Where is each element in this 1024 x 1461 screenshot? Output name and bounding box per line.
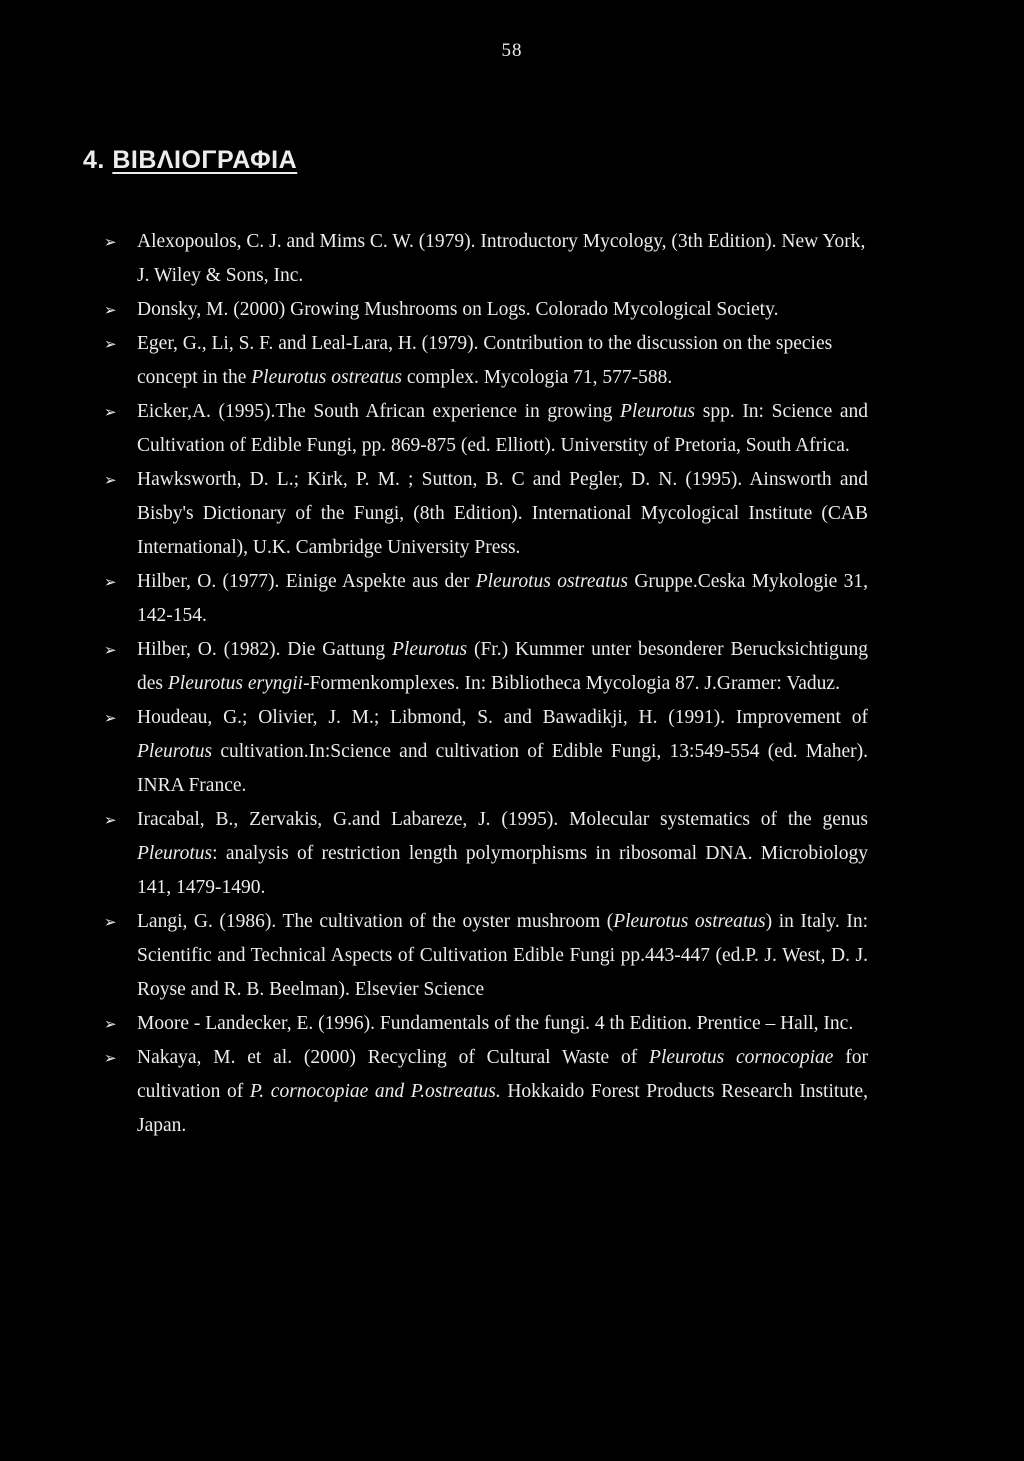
reference-text: Hawksworth, D. L.; Kirk, P. M. ; Sutton, B. C and Pegler, D. N. (1995). Ainsworth and Bisby's Dictionary of the Fungi, (8th Edition). International Mycological Institute (CAB International), U.K. Cambridge University Press. (137, 469, 868, 558)
reference-item (104, 293, 868, 327)
reference-text: complex. Mycologia 71, 577-588. (402, 367, 673, 388)
reference-item (104, 327, 868, 395)
arrow-bullet-icon: ➢ (104, 471, 117, 489)
arrow-bullet-icon: ➢ (104, 641, 117, 659)
reference-text: Hilber, O. (1977). Einige Aspekte aus der (137, 571, 476, 592)
reference-item (104, 803, 868, 905)
reference-species-name: Pleurotus cornocopiae (649, 1047, 834, 1068)
reference-text: ) in Italy. In: Scientific and Technical Aspects of Cultivation Edible Fungi pp.443-447 (ed.P. J. West, D. J. Royse and R. B. Beelman). Elsevier Science (137, 911, 868, 1000)
reference-text: -Formenkomplexes. In: Bibliotheca Mycologia 87. J.Gramer: Vaduz. (303, 673, 840, 694)
reference-list (104, 225, 868, 1143)
reference-species-name: Pleurotus (137, 741, 213, 762)
reference-text: Iracabal, B., Zervakis, G.and Labareze, J. (1995). Molecular systematics of the genus (137, 809, 868, 830)
reference-species-name: Pleurotus ostreatus (475, 571, 628, 592)
reference-item (104, 1041, 868, 1143)
reference-text: Nakaya, M. et al. (2000) Recycling of Cultural Waste of (137, 1047, 650, 1068)
section-title: ΒΙΒΛΙΟΓΡΑΦΙΑ (112, 146, 298, 174)
arrow-bullet-icon: ➢ (104, 913, 117, 931)
reference-text: cultivation.In:Science and cultivation of Edible Fungi, 13:549-554 (ed. Maher). INRA France. (137, 741, 868, 796)
arrow-bullet-icon: ➢ (104, 573, 117, 591)
reference-text: (Fr.) Kummer unter besonderer Berucksichtigung des (137, 639, 868, 694)
reference-text: Eicker,A. (1995).The South African experience in growing (137, 401, 621, 422)
reference-species-name: Pleurotus ostreatus (251, 367, 403, 388)
reference-text: : analysis of restriction length polymorphisms in ribosomal DNA. Microbiology 141, 1479-1490. (137, 843, 868, 898)
reference-item (104, 1007, 868, 1041)
arrow-bullet-icon: ➢ (104, 301, 117, 319)
arrow-bullet-icon: ➢ (104, 709, 117, 727)
reference-item (104, 225, 868, 293)
reference-item (104, 565, 868, 633)
arrow-bullet-icon: ➢ (104, 811, 117, 829)
reference-text: Houdeau, G.; Olivier, J. M.; Libmond, S. and Bawadikji, H. (1991). Improvement of (137, 707, 868, 728)
reference-item (104, 633, 868, 701)
reference-text: Donsky, M. (2000) Growing Mushrooms on Logs. Colorado Mycological Society. (137, 299, 779, 320)
reference-text: Gruppe.Ceska Mykologie 31, 142-154. (137, 571, 868, 626)
reference-text: Hilber, O. (1982). Die Gattung (137, 639, 392, 660)
reference-item (104, 905, 868, 1007)
section-heading (83, 146, 297, 175)
reference-species-name: Pleurotus eryngii (167, 673, 304, 694)
reference-text: Alexopoulos, C. J. and Mims C. W. (1979). Introductory Mycology, (3th Edition). New York, J. Wiley & Sons, Inc. (137, 231, 866, 286)
reference-text: for cultivation of (137, 1047, 869, 1102)
reference-species-name: Pleurotus (137, 843, 213, 864)
reference-text: Eger, G., Li, S. F. and Leal-Lara, H. (1979). Contribution to the discussion on the species concept in the (137, 333, 833, 388)
reference-text: Hokkaido Forest Products Research Institute, Japan. (137, 1081, 868, 1136)
reference-text: Moore - Landecker, E. (1996). Fundamentals of the fungi. 4 th Edition. Prentice – Hall, Inc. (137, 1013, 854, 1034)
arrow-bullet-icon: ➢ (104, 233, 117, 251)
reference-text: spp. In: Science and Cultivation of Edible Fungi, pp. 869-875 (ed. Elliott). Universtity of Pretoria, South Africa. (137, 401, 868, 456)
reference-item (104, 701, 868, 803)
arrow-bullet-icon: ➢ (104, 1015, 117, 1033)
arrow-bullet-icon: ➢ (104, 1049, 117, 1067)
arrow-bullet-icon: ➢ (104, 403, 117, 421)
section-number: 4. (83, 146, 105, 174)
reference-species-name: Pleurotus (620, 401, 696, 422)
reference-text: Langi, G. (1986). The cultivation of the oyster mushroom ( (137, 911, 614, 932)
reference-item (104, 395, 868, 463)
reference-species-name: Pleurotus (392, 639, 468, 660)
reference-item (104, 463, 868, 565)
reference-species-name: P. cornocopiae and P.ostreatus. (249, 1081, 501, 1102)
arrow-bullet-icon: ➢ (104, 335, 117, 353)
reference-species-name: Pleurotus ostreatus (613, 911, 766, 932)
page-number: 58 (501, 40, 523, 61)
